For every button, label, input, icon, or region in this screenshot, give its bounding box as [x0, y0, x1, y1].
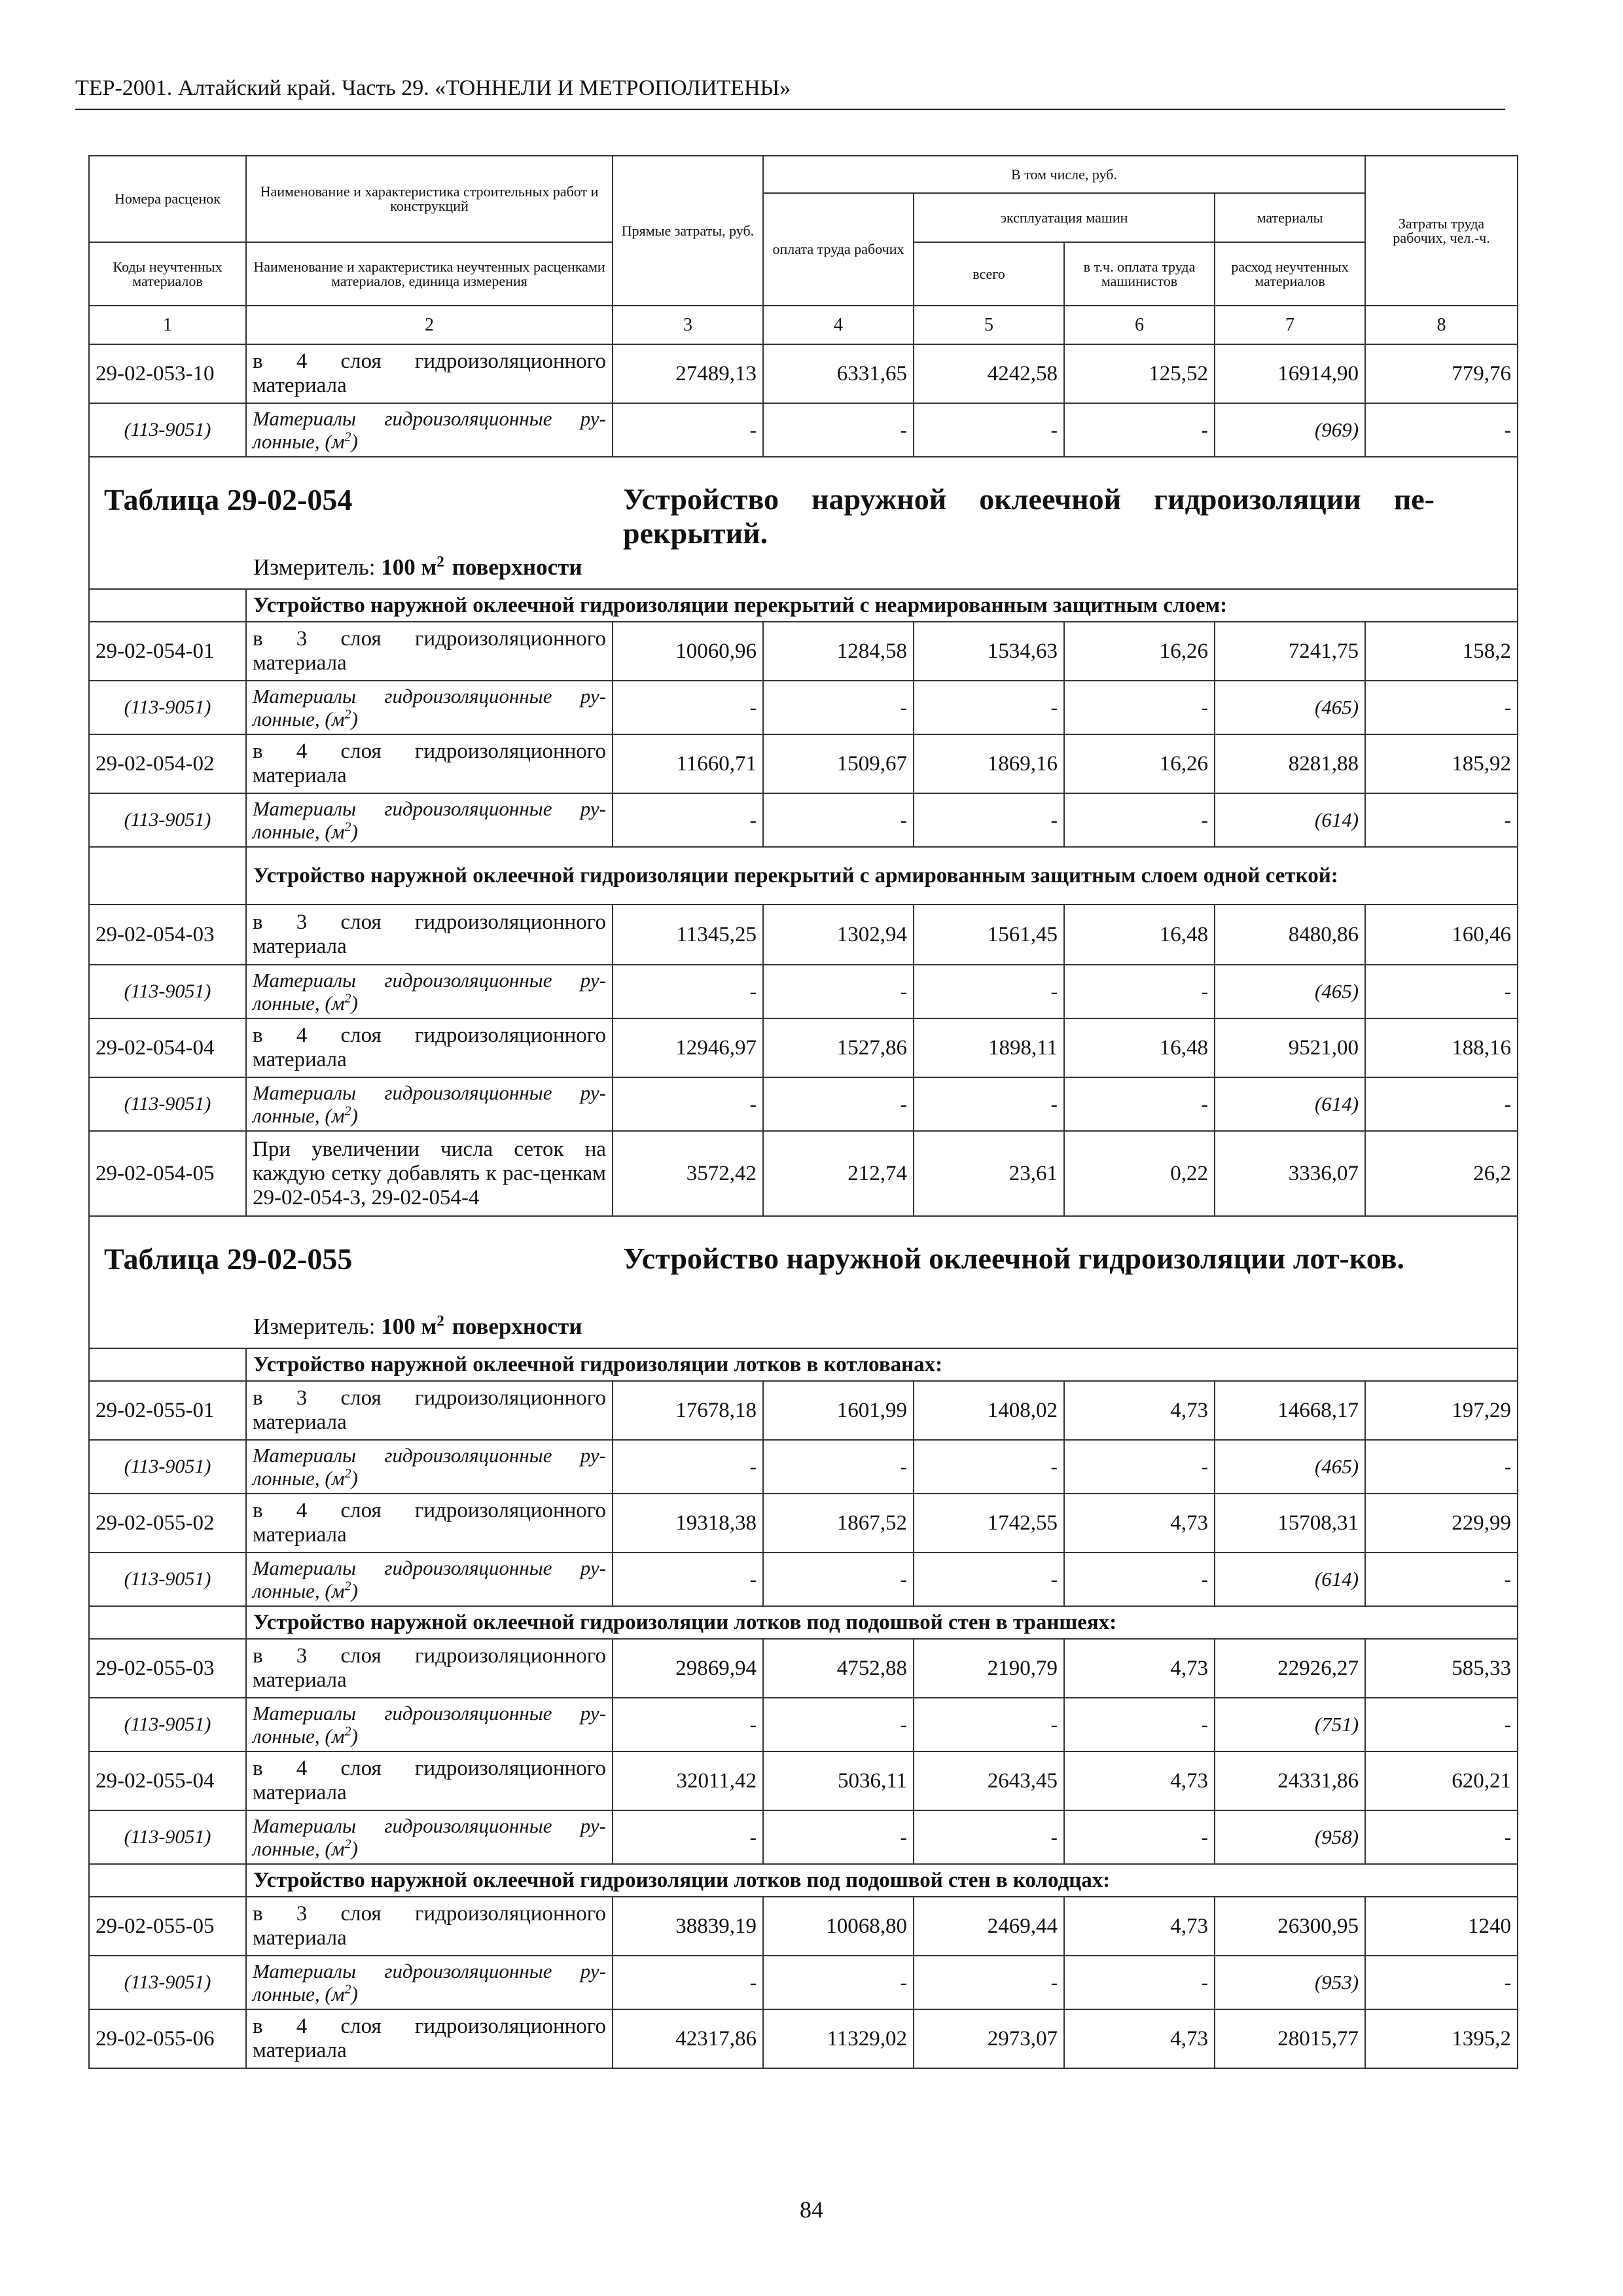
rate-row: [89, 1751, 1518, 1810]
material-dash: -: [613, 1440, 763, 1494]
material-dash: -: [1365, 1956, 1518, 2009]
material-name-sup: 2: [344, 1103, 351, 1119]
rate-row: [89, 1494, 1518, 1552]
material-dash: -: [914, 681, 1064, 734]
section-title: Устройство наружной оклеечной гидроизоляции перекрытий с армированным защитным слоем одной сеткой:: [246, 847, 1518, 905]
rate-row: [89, 1131, 1518, 1216]
section-spacer: [89, 1606, 246, 1639]
rate-mat: 15708,31: [1215, 1494, 1365, 1552]
material-row: [89, 403, 1518, 457]
rate-labor: 1601,99: [763, 1381, 914, 1440]
rate-hours: 197,29: [1365, 1381, 1518, 1440]
table-title-cell: [89, 1216, 1518, 1348]
col-name-top: Наименование и характеристика строительных работ и конструкций: [246, 156, 613, 242]
table-title-block: [90, 457, 1517, 588]
material-use: (958): [1215, 1810, 1365, 1864]
rate-row: [89, 734, 1518, 793]
rate-machpay: 0,22: [1064, 1131, 1215, 1216]
unit-value: [381, 554, 582, 580]
rate-labor: 10068,80: [763, 1897, 914, 1956]
material-name-sup: 2: [344, 1579, 351, 1594]
rate-machpay: 4,73: [1064, 1381, 1215, 1440]
rate-labor: 6331,65: [763, 344, 914, 403]
unit-value-sup: 2: [437, 1312, 444, 1329]
rate-direct: 11345,25: [613, 905, 763, 965]
header-row-1: [89, 156, 1518, 193]
material-name-sup: 2: [344, 991, 351, 1006]
rate-name: в 4 слоя гидроизоляционного материала: [246, 2009, 613, 2068]
rate-labor: 1284,58: [763, 622, 914, 681]
rate-labor: 5036,11: [763, 1751, 914, 1810]
rate-name: в 4 слоя гидроизоляционного материала: [246, 734, 613, 793]
rate-name: в 3 слоя гидроизоляционного материала: [246, 1639, 613, 1698]
material-dash: -: [613, 1810, 763, 1864]
material-dash: -: [763, 1077, 914, 1131]
material-code: (113-9051): [89, 1698, 246, 1751]
page-number: 84: [800, 2197, 823, 2223]
rate-hours: 188,16: [1365, 1018, 1518, 1077]
material-row: [89, 965, 1518, 1018]
material-name: [246, 965, 613, 1018]
rate-name: в 4 слоя гидроизоляционного материала: [246, 1494, 613, 1552]
col-labor-pay: оплата труда рабочих: [763, 193, 914, 306]
rate-mach: 23,61: [914, 1131, 1064, 1216]
material-row: [89, 1552, 1518, 1606]
material-code: (113-9051): [89, 965, 246, 1018]
material-dash: -: [1064, 403, 1215, 457]
rate-code: 29-02-054-04: [89, 1018, 246, 1077]
material-name: [246, 1956, 613, 2009]
rate-name: в 4 слоя гидроизоляционного материала: [246, 344, 613, 403]
rate-mach: 1561,45: [914, 905, 1064, 965]
unit-suffix: поверхности: [452, 554, 582, 580]
material-name-suffix: ): [351, 1104, 358, 1127]
material-dash: -: [1365, 1440, 1518, 1494]
material-code: (113-9051): [89, 793, 246, 847]
material-row: [89, 1077, 1518, 1131]
rate-hours: 585,33: [1365, 1639, 1518, 1698]
rate-direct: 42317,86: [613, 2009, 763, 2068]
section-row: [89, 1348, 1518, 1381]
material-code: (113-9051): [89, 1552, 246, 1606]
rate-labor: 1867,52: [763, 1494, 914, 1552]
rate-labor: 1509,67: [763, 734, 914, 793]
rate-direct: 12946,97: [613, 1018, 763, 1077]
rate-row: [89, 344, 1518, 403]
unit-value-sup: 2: [437, 553, 444, 570]
rate-name: в 3 слоя гидроизоляционного материала: [246, 1897, 613, 1956]
material-dash: -: [1365, 1698, 1518, 1751]
material-dash: -: [1365, 793, 1518, 847]
material-row: [89, 681, 1518, 734]
table-title-block: [90, 1217, 1517, 1348]
rate-mat: 14668,17: [1215, 1381, 1365, 1440]
material-dash: -: [763, 1552, 914, 1606]
material-dash: -: [613, 403, 763, 457]
rate-row: [89, 622, 1518, 681]
material-name: [246, 793, 613, 847]
material-use: (614): [1215, 793, 1365, 847]
section-title: Устройство наружной оклеечной гидроизоляции лотков под подошвой стен в колодцах:: [246, 1864, 1518, 1897]
material-name-sup: 2: [344, 1724, 351, 1739]
material-name-text: Материалы гидроизоляционные ру-лонные, (м: [253, 1814, 606, 1860]
rate-mach: 2469,44: [914, 1897, 1064, 1956]
material-name-text: Материалы гидроизоляционные ру-лонные, (м: [253, 1960, 606, 2005]
rate-mat: 7241,75: [1215, 622, 1365, 681]
col-materials-use: расход неучтенных материалов: [1215, 242, 1365, 306]
rate-direct: 32011,42: [613, 1751, 763, 1810]
unit-value: [381, 1314, 582, 1339]
rate-hours: 779,76: [1365, 344, 1518, 403]
material-dash: -: [613, 1552, 763, 1606]
material-row: [89, 1698, 1518, 1751]
material-name-sup: 2: [344, 819, 351, 834]
rate-machpay: 125,52: [1064, 344, 1215, 403]
material-dash: -: [1365, 403, 1518, 457]
material-dash: -: [1365, 1810, 1518, 1864]
section-title: Устройство наружной оклеечной гидроизоляции перекрытий с неармированным защитным слоем:: [246, 589, 1518, 622]
rate-direct: 11660,71: [613, 734, 763, 793]
material-name-suffix: ): [351, 820, 358, 843]
rate-hours: 26,2: [1365, 1131, 1518, 1216]
col-rate-numbers: Номера расценок: [89, 156, 246, 242]
material-name-text: Материалы гидроизоляционные ру-лонные, (м: [253, 1444, 606, 1490]
material-dash: -: [914, 1956, 1064, 2009]
material-dash: -: [1064, 793, 1215, 847]
index-cell: 8: [1365, 306, 1518, 344]
material-code: (113-9051): [89, 1440, 246, 1494]
rate-mat: 26300,95: [1215, 1897, 1365, 1956]
material-dash: -: [914, 403, 1064, 457]
col-machinist-pay: в т.ч. оплата труда машинистов: [1064, 242, 1215, 306]
material-dash: -: [1365, 1077, 1518, 1131]
material-use: (465): [1215, 965, 1365, 1018]
rate-hours: 185,92: [1365, 734, 1518, 793]
rate-mat: 8281,88: [1215, 734, 1365, 793]
material-dash: -: [763, 793, 914, 847]
material-name-text: Материалы гидроизоляционные ру-лонные, (м: [253, 1081, 606, 1127]
material-dash: -: [763, 1810, 914, 1864]
material-use: (969): [1215, 403, 1365, 457]
material-dash: -: [613, 1077, 763, 1131]
rate-mat: 8480,86: [1215, 905, 1365, 965]
unit-value-text: 100 м: [381, 554, 437, 580]
index-cell: 2: [246, 306, 613, 344]
rate-code: 29-02-055-03: [89, 1639, 246, 1698]
rate-hours: 1395,2: [1365, 2009, 1518, 2068]
index-cell: 1: [89, 306, 246, 344]
material-dash: -: [1365, 1552, 1518, 1606]
material-name-text: Материалы гидроизоляционные ру-лонные, (м: [253, 969, 606, 1014]
material-name-suffix: ): [351, 1579, 358, 1602]
material-dash: -: [914, 793, 1064, 847]
rate-code: 29-02-055-04: [89, 1751, 246, 1810]
material-row: [89, 1810, 1518, 1864]
col-machines-total: всего: [914, 242, 1064, 306]
material-name-suffix: ): [351, 1725, 358, 1748]
material-dash: -: [763, 965, 914, 1018]
rate-direct: 10060,96: [613, 622, 763, 681]
material-name-suffix: ): [351, 1467, 358, 1490]
rate-labor: 11329,02: [763, 2009, 914, 2068]
index-cell: 5: [914, 306, 1064, 344]
table-number: Таблица 29-02-054: [104, 483, 353, 516]
rate-code: 29-02-054-05: [89, 1131, 246, 1216]
index-cell: 6: [1064, 306, 1215, 344]
rate-direct: 27489,13: [613, 344, 763, 403]
rate-mach: 2643,45: [914, 1751, 1064, 1810]
unit-label: Измеритель:: [253, 1314, 376, 1339]
material-dash: -: [914, 1440, 1064, 1494]
rate-code: 29-02-055-02: [89, 1494, 246, 1552]
rate-code: 29-02-054-03: [89, 905, 246, 965]
material-name: [246, 1077, 613, 1131]
material-dash: -: [613, 1956, 763, 2009]
rate-mat: 16914,90: [1215, 344, 1365, 403]
material-dash: -: [914, 965, 1064, 1018]
material-use: (614): [1215, 1077, 1365, 1131]
table-title-row: [89, 1216, 1518, 1348]
rate-name: в 4 слоя гидроизоляционного материала: [246, 1751, 613, 1810]
rate-machpay: 16,26: [1064, 622, 1215, 681]
section-spacer: [89, 1864, 246, 1897]
table-unit: [253, 1314, 582, 1340]
section-row: [89, 1606, 1518, 1639]
rates-table-body: [89, 156, 1518, 2068]
rate-machpay: 4,73: [1064, 1494, 1215, 1552]
material-name-suffix: ): [351, 1982, 358, 2005]
unit-suffix: поверхности: [452, 1314, 582, 1339]
index-cell: 4: [763, 306, 914, 344]
material-name-text: Материалы гидроизоляционные ру-лонные, (м: [253, 1702, 606, 1748]
col-material-codes: Коды неучтенных материалов: [89, 242, 246, 306]
material-use: (953): [1215, 1956, 1365, 2009]
material-dash: -: [1064, 1077, 1215, 1131]
rate-mach: 1869,16: [914, 734, 1064, 793]
section-row: [89, 589, 1518, 622]
material-name-suffix: ): [351, 1837, 358, 1860]
rate-direct: 38839,19: [613, 1897, 763, 1956]
material-dash: -: [613, 793, 763, 847]
rate-row: [89, 905, 1518, 965]
material-dash: -: [1064, 681, 1215, 734]
unit-label: Измеритель:: [253, 554, 376, 580]
rate-name: в 3 слоя гидроизоляционного материала: [246, 905, 613, 965]
rate-hours: 620,21: [1365, 1751, 1518, 1810]
material-use: (751): [1215, 1698, 1365, 1751]
rate-labor: 1302,94: [763, 905, 914, 965]
material-dash: -: [914, 1077, 1064, 1131]
material-dash: -: [914, 1698, 1064, 1751]
material-name-text: Материалы гидроизоляционные ру-лонные, (м: [253, 1556, 606, 1602]
material-dash: -: [763, 403, 914, 457]
rate-direct: 19318,38: [613, 1494, 763, 1552]
col-machines: эксплуатация машин: [914, 193, 1215, 242]
material-name: [246, 681, 613, 734]
material-row: [89, 1440, 1518, 1494]
rate-code: 29-02-054-01: [89, 622, 246, 681]
unit-value-text: 100 м: [381, 1314, 437, 1339]
col-including: В том числе, руб.: [763, 156, 1365, 193]
rate-direct: 17678,18: [613, 1381, 763, 1440]
material-use: (614): [1215, 1552, 1365, 1606]
material-dash: -: [613, 965, 763, 1018]
material-name-sup: 2: [344, 1982, 351, 1997]
rate-direct: 29869,94: [613, 1639, 763, 1698]
material-name-suffix: ): [351, 430, 358, 453]
rate-row: [89, 1897, 1518, 1956]
material-code: (113-9051): [89, 403, 246, 457]
rate-name: в 3 слоя гидроизоляционного материала: [246, 622, 613, 681]
rate-mat: 9521,00: [1215, 1018, 1365, 1077]
material-code: (113-9051): [89, 1956, 246, 2009]
rate-hours: 1240: [1365, 1897, 1518, 1956]
material-dash: -: [1064, 1956, 1215, 2009]
material-dash: -: [1064, 965, 1215, 1018]
material-name-sup: 2: [344, 1466, 351, 1481]
table-description: Устройство наружной оклеечной гидроизоляции пе-рекрытий.: [623, 482, 1435, 550]
rate-machpay: 4,73: [1064, 1639, 1215, 1698]
rate-mach: 4242,58: [914, 344, 1064, 403]
material-code: (113-9051): [89, 1810, 246, 1864]
rate-mat: 28015,77: [1215, 2009, 1365, 2068]
material-code: (113-9051): [89, 681, 246, 734]
rate-mach: 1534,63: [914, 622, 1064, 681]
material-dash: -: [763, 681, 914, 734]
rate-code: 29-02-053-10: [89, 344, 246, 403]
material-name: [246, 1440, 613, 1494]
material-dash: -: [914, 1552, 1064, 1606]
col-direct-costs: Прямые затраты, руб.: [613, 156, 763, 306]
material-code: (113-9051): [89, 1077, 246, 1131]
rate-name: При увеличении числа сеток на каждую сетку добавлять к рас-ценкам 29-02-054-3, 29-02-054-4: [246, 1131, 613, 1216]
material-dash: -: [613, 681, 763, 734]
material-name-sup: 2: [344, 1837, 351, 1852]
section-row: [89, 1864, 1518, 1897]
material-use: (465): [1215, 681, 1365, 734]
rate-code: 29-02-054-02: [89, 734, 246, 793]
rate-machpay: 16,48: [1064, 905, 1215, 965]
col-materials: материалы: [1215, 193, 1365, 242]
material-dash: -: [1064, 1698, 1215, 1751]
section-spacer: [89, 1348, 246, 1381]
material-dash: -: [1365, 681, 1518, 734]
rate-machpay: 16,48: [1064, 1018, 1215, 1077]
rates-table: [88, 155, 1518, 2069]
index-cell: 7: [1215, 306, 1365, 344]
material-name: [246, 403, 613, 457]
section-spacer: [89, 589, 246, 622]
rate-hours: 229,99: [1365, 1494, 1518, 1552]
material-dash: -: [763, 1956, 914, 2009]
column-index-row: [89, 306, 1518, 344]
material-name-text: Материалы гидроизоляционные ру-лонные, (м: [253, 407, 606, 453]
material-row: [89, 793, 1518, 847]
material-dash: -: [763, 1698, 914, 1751]
material-name-text: Материалы гидроизоляционные ру-лонные, (м: [253, 685, 606, 730]
rate-name: в 4 слоя гидроизоляционного материала: [246, 1018, 613, 1077]
section-spacer: [89, 847, 246, 905]
material-dash: -: [613, 1698, 763, 1751]
rate-machpay: 4,73: [1064, 2009, 1215, 2068]
rate-labor: 212,74: [763, 1131, 914, 1216]
rate-mat: 22926,27: [1215, 1639, 1365, 1698]
material-name-sup: 2: [344, 707, 351, 722]
rate-code: 29-02-055-06: [89, 2009, 246, 2068]
material-name: [246, 1810, 613, 1864]
material-dash: -: [1064, 1552, 1215, 1606]
rate-mat: 24331,86: [1215, 1751, 1365, 1810]
col-name-bottom: Наименование и характеристика неучтенных расценками материалов, единица измерения: [246, 242, 613, 306]
rate-machpay: 4,73: [1064, 1751, 1215, 1810]
table-number: Таблица 29-02-055: [104, 1242, 353, 1276]
material-name-suffix: ): [351, 708, 358, 730]
material-dash: -: [914, 1810, 1064, 1864]
rate-mach: 2190,79: [914, 1639, 1064, 1698]
material-row: [89, 1956, 1518, 2009]
rate-row: [89, 1381, 1518, 1440]
material-name: [246, 1698, 613, 1751]
rate-code: 29-02-055-01: [89, 1381, 246, 1440]
material-name: [246, 1552, 613, 1606]
material-dash: -: [763, 1440, 914, 1494]
index-cell: 3: [613, 306, 763, 344]
rate-mach: 1408,02: [914, 1381, 1064, 1440]
section-row: [89, 847, 1518, 905]
rate-hours: 158,2: [1365, 622, 1518, 681]
material-dash: -: [1365, 965, 1518, 1018]
rate-labor: 4752,88: [763, 1639, 914, 1698]
material-use: (465): [1215, 1440, 1365, 1494]
rate-row: [89, 1639, 1518, 1698]
rate-direct: 3572,42: [613, 1131, 763, 1216]
rate-name: в 3 слоя гидроизоляционного материала: [246, 1381, 613, 1440]
rate-code: 29-02-055-05: [89, 1897, 246, 1956]
rate-row: [89, 1018, 1518, 1077]
table-title-row: [89, 457, 1518, 589]
rate-labor: 1527,86: [763, 1018, 914, 1077]
table-description: Устройство наружной оклеечной гидроизоляции лот-ков.: [623, 1242, 1404, 1275]
rate-row: [89, 2009, 1518, 2068]
rate-machpay: 4,73: [1064, 1897, 1215, 1956]
rate-mach: 1742,55: [914, 1494, 1064, 1552]
table-title-cell: [89, 457, 1518, 589]
rate-mach: 2973,07: [914, 2009, 1064, 2068]
section-title: Устройство наружной оклеечной гидроизоляции лотков под подошвой стен в траншеях:: [246, 1606, 1518, 1639]
material-name-sup: 2: [344, 429, 351, 444]
section-title: Устройство наружной оклеечной гидроизоляции лотков в котлованах:: [246, 1348, 1518, 1381]
col-labor-cost: Затраты труда рабочих, чел.-ч.: [1365, 156, 1518, 306]
material-dash: -: [1064, 1810, 1215, 1864]
running-header: ТЕР-2001. Алтайский край. Часть 29. «ТОННЕЛИ И МЕТРОПОЛИТЕНЫ»: [75, 72, 1505, 110]
rate-mat: 3336,07: [1215, 1131, 1365, 1216]
rate-machpay: 16,26: [1064, 734, 1215, 793]
material-name-text: Материалы гидроизоляционные ру-лонные, (м: [253, 797, 606, 843]
rate-mach: 1898,11: [914, 1018, 1064, 1077]
rate-hours: 160,46: [1365, 905, 1518, 965]
material-name-suffix: ): [351, 992, 358, 1014]
material-dash: -: [1064, 1440, 1215, 1494]
table-unit: [253, 554, 582, 581]
